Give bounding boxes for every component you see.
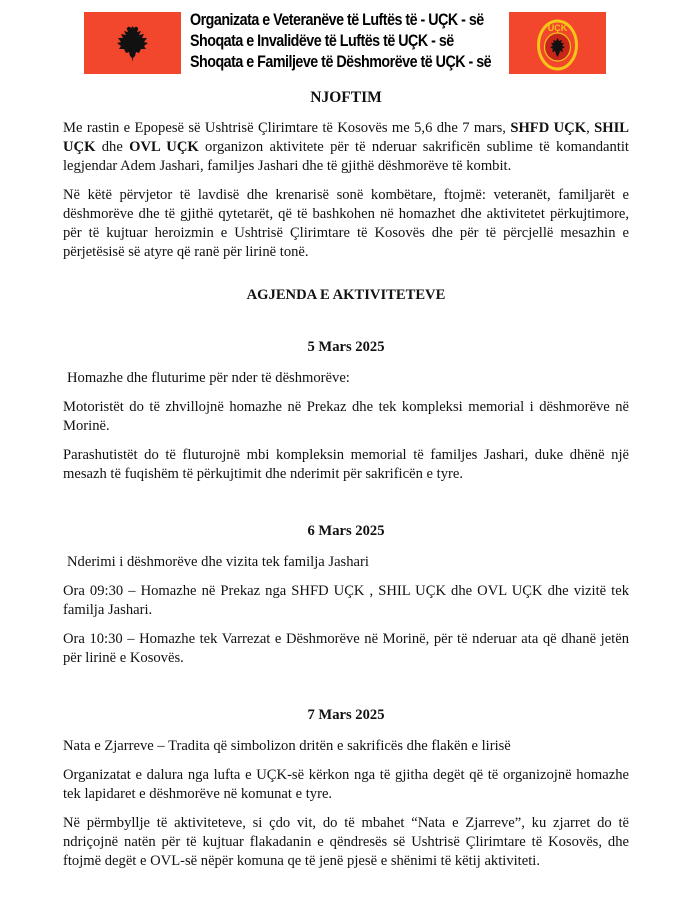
spacer (63, 678, 629, 706)
day-paragraph: Në përmbyllje të aktiviteteve, si çdo vit, do të mbahet “Nata e Zjarreve”, ku zjarret do të ndriçojnë natën për të kujtuar flakadanin e qëndresës së Ushtrisë Çlirimtare të Kosovës, dhe ftojmë degët e OVL-së nëpër komuna qe të jenë pjesë e shënimi të këtij aktiviteti. (63, 815, 629, 869)
org-name-martyr-families: Shoqata e Familjeve të Dëshmorëve të UÇK - së (190, 52, 492, 71)
day-paragraph: Motoristët do të zhvillojnë homazhe në Prekaz dhe tek kompleksi memorial i dëshmorëve në Morinë. (63, 399, 629, 434)
day-date: 6 Mars 2025 (307, 523, 385, 539)
day-date: 5 Mars 2025 (307, 339, 385, 355)
organization-names (190, 9, 510, 72)
day-intro: Homazhe dhe fluturime për nder të dëshmorëve: (67, 370, 350, 386)
day-intro: Nata e Zjarreve – Tradita që simbolizon dritën e sakrificës dhe flakën e lirisë (63, 738, 511, 754)
day-date: 7 Mars 2025 (307, 707, 385, 723)
letterhead (0, 0, 693, 90)
day-intro: Nderimi i dëshmorëve dhe vizita tek familja Jashari (67, 554, 369, 570)
spacer (63, 494, 629, 522)
org-abbrev-shfd: SHFD UÇK (510, 120, 587, 136)
agenda-day-1 (63, 338, 629, 484)
agenda-title: AGJENDA E AKTIVITETEVE (246, 287, 446, 303)
intro-text-2: , (586, 120, 595, 136)
intro-text-3: dhe (95, 139, 130, 155)
intro-text-1: Me rastin e Epopesë së Ushtrisë Çlirimtare të Kosovës me 5,6 dhe 7 mars, (63, 120, 511, 136)
double-headed-eagle-icon (84, 12, 181, 74)
agenda-day-3 (63, 706, 629, 871)
day-paragraph: Parashutistët do të fluturojnë mbi kompleksin memorial të familjes Jashari, duke dhënë një mesazh të fuqishëm të përkujtimit dhe nderimit për sakrificën e tyre. (63, 447, 629, 482)
albanian-flag-icon (84, 12, 181, 74)
intro-text-4: organizon aktivitete për të nderuar sakrificën sublime të komandantit legjendar Adem Jashari, familjes Jashari dhe të gjithë dëshmorëve të kombit. (63, 139, 629, 174)
day-paragraph: Organizatat e dalura nga lufta e UÇK-së kërkon nga të gjitha degët që të organizojnë homazhe tek lapidaret e dëshmorëve në komunat e tyre. (63, 767, 629, 802)
notice-title: NJOFTIM (310, 89, 382, 106)
uck-badge-icon (509, 12, 606, 74)
org-name-invalids: Shoqata e Invalidëve të Luftës të UÇK - së (190, 31, 454, 50)
org-name-veterans: Organizata e Veteranëve të Luftës të - UÇK - së (190, 10, 484, 29)
day-paragraph: Ora 09:30 – Homazhe në Prekaz nga SHFD UÇK , SHIL UÇK dhe OVL UÇK dhe vizitë tek familja Jashari. (63, 583, 629, 618)
svg-text:UÇK: UÇK (547, 23, 568, 33)
org-abbrev-ovl: OVL UÇK (129, 139, 199, 155)
day-paragraph: Ora 10:30 – Homazhe tek Varrezat e Dëshmorëve në Morinë, për të nderuar ata që dhanë jetën për lirinë e Kosovës. (63, 631, 629, 666)
org-abbrev-shil: SHIL UÇK (63, 120, 630, 155)
uck-emblem-icon (509, 12, 606, 74)
notice-document (63, 88, 629, 881)
invite-paragraph: Në këtë përvjetor të lavdisë dhe krenarisë sonë kombëtare, ftojmë: veteranët, familjarët e dëshmorëve dhe të gjithë qytetarët, që të bashkohen në homazhet dhe aktivitetet përkujtimore, për të kujtuar heroizmin e Ushtrisë Çlirimtare të Kosovës dhe për të përcjellë mesazhin e përjetësisë së atyre që ranë për lirinë tonë. (63, 187, 629, 260)
agenda-day-2 (63, 522, 629, 668)
intro-paragraph (63, 119, 629, 176)
